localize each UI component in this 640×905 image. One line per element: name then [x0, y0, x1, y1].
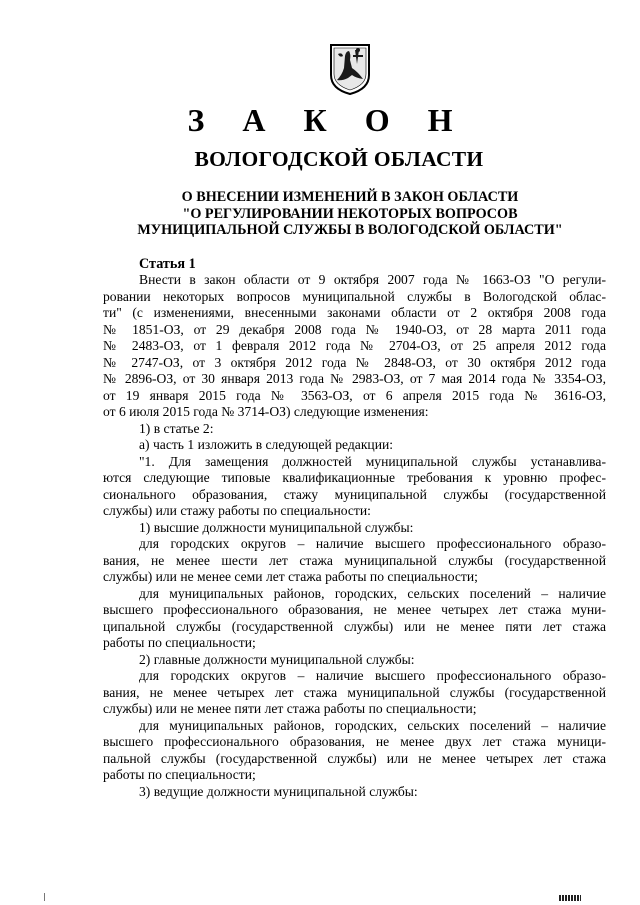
body-line: от 19 января 2015 года № 3563-ОЗ, от 6 апреля 2015 года № 3616-ОЗ,	[103, 387, 606, 403]
body-line: Внести в закон области от 9 октября 2007 года № 1663-ОЗ "О регули-	[139, 272, 606, 287]
body-line: 3) ведущие должности муниципальной службы:	[139, 783, 418, 799]
body-line: "1. Для замещения должностей муниципальной службы устанавлива-	[139, 453, 606, 469]
article-heading: Статья 1	[139, 256, 196, 272]
body-line: 2) главные должности муниципальной службы:	[139, 651, 415, 667]
body-line: № 2747-ОЗ, от 3 октября 2012 года № 2848-ОЗ, от 30 октября 2012 года	[103, 354, 606, 370]
body-line: № 2483-ОЗ, от 1 февраля 2012 года № 2704-ОЗ, от 25 апреля 2012 года	[103, 338, 606, 353]
body-line: ципальной службы (государственной службы) или не менее пяти лет стажа	[103, 618, 606, 634]
body-line: службы) или не менее пяти лет стажа работы по специальности;	[103, 701, 477, 716]
body-line: высшего профессионального образования, не менее двух лет стажа муници-	[103, 734, 606, 749]
body-line: № 2896-ОЗ, от 30 января 2013 года № 2983-ОЗ, от 7 мая 2014 года № 3354-ОЗ,	[103, 371, 606, 386]
body-line: ти" (с изменениями, внесенными законами области от 2 октября 2008 года	[103, 305, 606, 320]
scan-mark	[44, 893, 45, 901]
subtitle-line: О ВНЕСЕНИИ ИЗМЕНЕНИЙ В ЗАКОН ОБЛАСТИ	[181, 189, 519, 205]
body-line: ровании некоторых вопросов муниципальной службы в Вологодской облас-	[103, 288, 606, 304]
body-line: а) часть 1 изложить в следующей редакции:	[139, 437, 394, 452]
body-line: работы по специальности;	[103, 767, 256, 782]
body-line: сионального образования, стажу муниципальной службы (государственной	[103, 486, 606, 502]
body-line: от 6 июля 2015 года № 3714-ОЗ) следующие изменения:	[103, 404, 429, 419]
body-line: 1) в статье 2:	[139, 420, 214, 436]
article-body	[103, 272, 606, 800]
body-line: службы) или стажу работы по специальности:	[103, 503, 371, 518]
body-line: для городских округов – наличие высшего профессионального образо-	[139, 536, 606, 551]
scan-barcode-mark	[559, 895, 581, 901]
body-line: № 1851-ОЗ, от 29 декабря 2008 года № 1940-ОЗ, от 28 марта 2011 года	[103, 321, 606, 337]
body-line: для муниципальных районов, городских, сельских поселений – наличие	[139, 717, 606, 733]
document-region: ВОЛОГОДСКОЙ ОБЛАСТИ	[194, 147, 484, 171]
body-line: для муниципальных районов, городских, сельских поселений – наличие	[139, 585, 606, 601]
body-line: службы) или не менее семи лет стажа работы по специальности;	[103, 569, 478, 584]
body-line: для городских округов – наличие высшего профессионального образо-	[139, 668, 606, 683]
law-subtitle	[60, 189, 640, 239]
body-line: вания, не менее четырех лет стажа муниципальной службы (государственной	[103, 684, 606, 700]
subtitle-line: МУНИЦИПАЛЬНОЙ СЛУЖБЫ В ВОЛОГОДСКОЙ ОБЛАСТИ"	[137, 222, 563, 238]
document-title: З А К О Н	[187, 102, 468, 138]
body-line: высшего профессионального образования, не менее четырех лет стажа муни-	[103, 602, 606, 617]
subtitle-line: "О РЕГУЛИРОВАНИИ НЕКОТОРЫХ ВОПРОСОВ	[182, 205, 518, 222]
coat-of-arms-icon	[328, 42, 372, 96]
body-line: работы по специальности;	[103, 635, 256, 650]
body-line: 1) высшие должности муниципальной службы:	[139, 519, 414, 535]
body-line: вания, не менее шести лет стажа муниципальной службы (государственной	[103, 552, 606, 568]
body-line: ются следующие типовые квалификационные требования к уровню профес-	[103, 470, 606, 485]
body-line: пальной службы (государственной службы) или не менее четырех лет стажа	[103, 750, 606, 766]
